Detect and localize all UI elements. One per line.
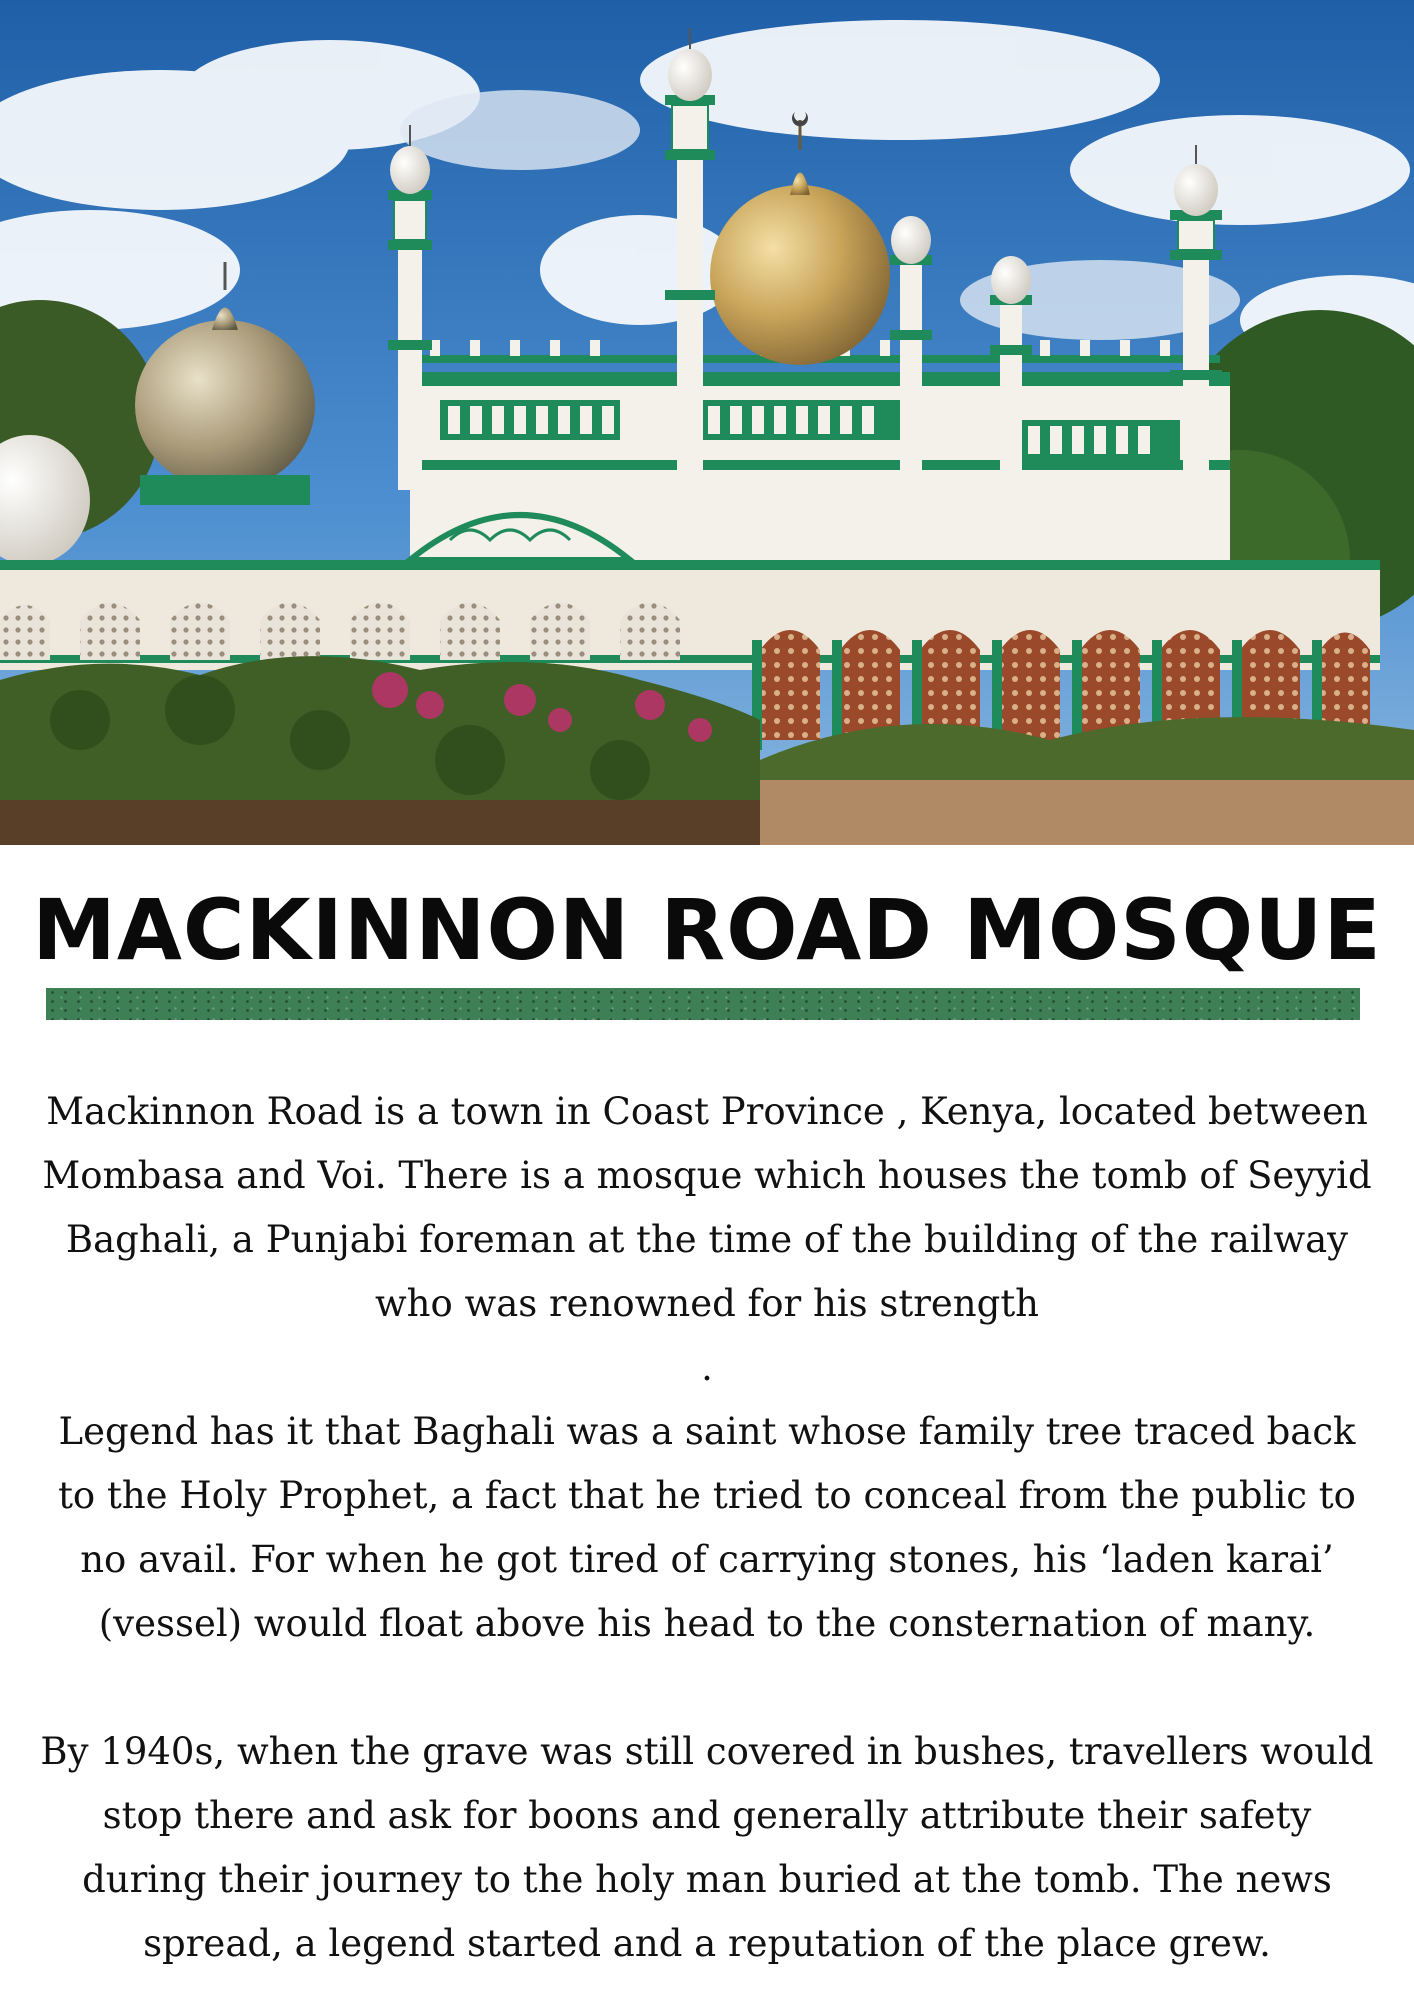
mosque-photo xyxy=(0,0,1414,845)
title-underline-bar xyxy=(46,988,1360,1020)
paragraph-history: By 1940s, when the grave was still covered in bushes, travellers would stop there and ask for boons and generally attribute their safety during their journey to the holy man buried at the tomb. The news spread, a legend started and a reputation of the place grew. xyxy=(40,1730,1374,1965)
paragraph-dot: . xyxy=(701,1346,713,1389)
article-body xyxy=(36,1080,1378,1976)
page-title: MACKINNON ROAD MOSQUE xyxy=(32,881,1382,979)
paragraph-spacer xyxy=(36,1656,1378,1720)
paragraph-intro: Mackinnon Road is a town in Coast Province , Kenya, located between Mombasa and Voi. There is a mosque which houses the tomb of Seyyid Baghali, a Punjabi foreman at the time of the building of the railway who was renowned for his strength xyxy=(42,1090,1372,1325)
paragraph-legend: Legend has it that Baghali was a saint whose family tree traced back to the Holy Prophet, a fact that he tried to conceal from the public to no avail. For when he got tired of carrying stones, his ‘laden karai’ (vessel) would float above his head to the consternation of many. xyxy=(58,1410,1356,1645)
